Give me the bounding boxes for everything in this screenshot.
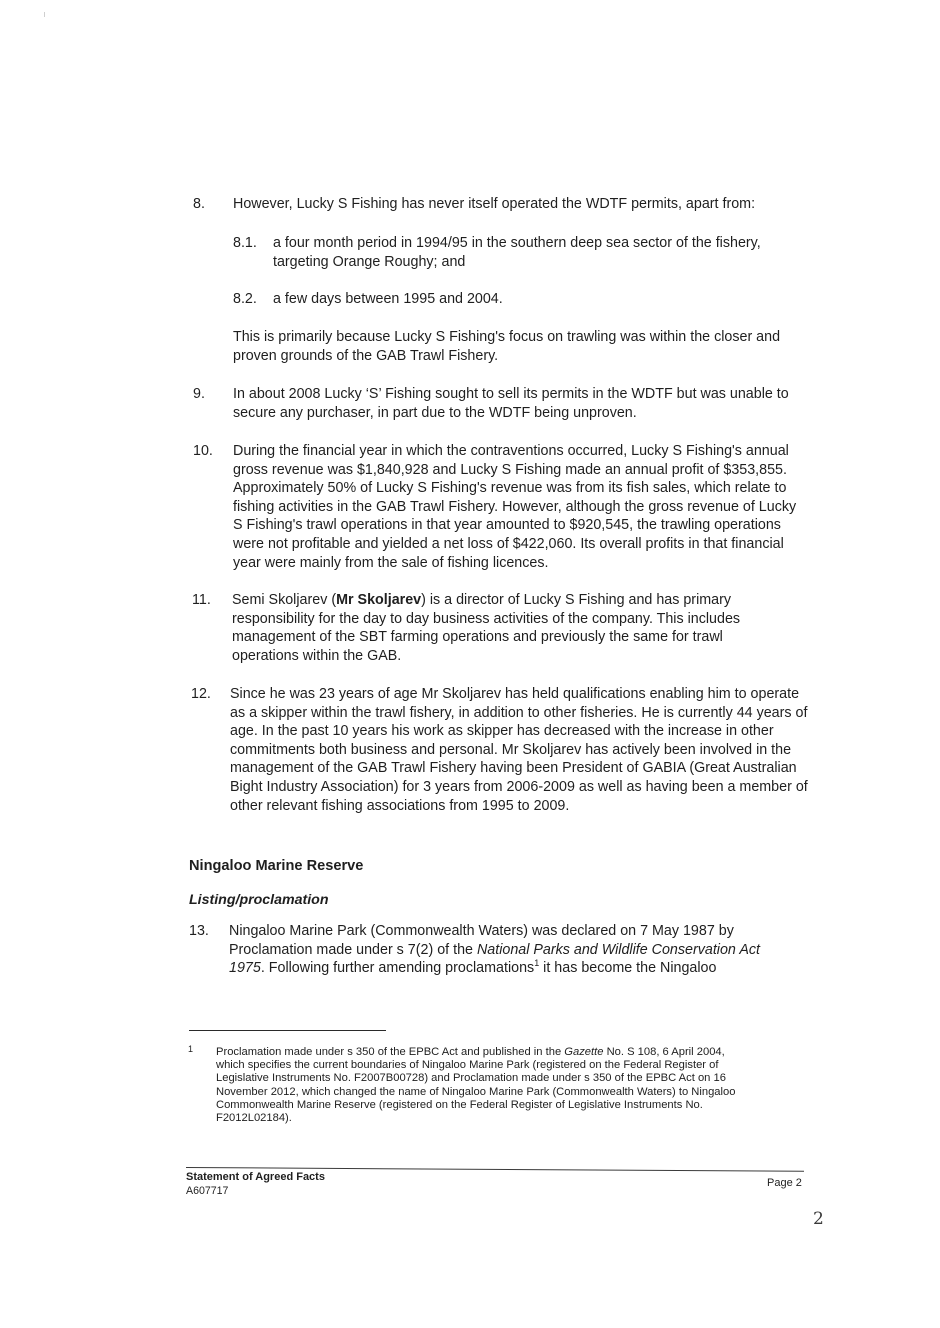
- paragraph-number: 8.1.: [233, 235, 257, 251]
- paragraph-8-1: [233, 234, 803, 271]
- defined-term: Mr Skoljarev: [336, 592, 422, 608]
- text-run: Semi Skoljarev (: [232, 592, 337, 608]
- paragraph-number: 10.: [193, 443, 213, 459]
- paragraph-number: 13.: [189, 923, 209, 939]
- gazette-title: Gazette: [564, 1046, 604, 1058]
- footer-document-title: Statement of Agreed Facts: [186, 1171, 325, 1183]
- footnote-reference: 1: [534, 958, 540, 969]
- paragraph-number: 12.: [191, 686, 211, 702]
- footer-page-number: Page 2: [767, 1177, 802, 1189]
- paragraph-number: 8.: [193, 196, 205, 212]
- paragraph-13: [189, 922, 789, 978]
- footnote: [188, 1046, 748, 1125]
- paragraph-text: Since he was 23 years of age Mr Skoljarev has held qualifications enabling him to operate as a skipper within the trawl fishery, in addition to other fisheries. He is currently 44 years of age. In the past 10 years his work as skipper has decreased with the increase in other commitments both business and personal. Mr Skoljarev has actively been involved in the management of the GAB Trawl Fishery having been President of GABIA (Great Australian Bight Industry Association) for 3 years from 2006-2009 as well as having been a member of other relevant fishing associations from 1995 to 2009.: [230, 686, 808, 814]
- paragraph-10: [193, 442, 808, 572]
- paragraph-text: In about 2008 Lucky ‘S’ Fishing sought to sell its permits in the WDTF but was unable to secure any purchaser, in part due to the WDTF being unproven.: [233, 386, 789, 421]
- act-title: National Parks and Wildlife Conservation Act 1975: [229, 941, 760, 977]
- text-run: No. S 108, 6 April 2004, which specifies the current boundaries of Ningaloo Marine Park (registered on the Federal Register of Legislative Instruments No. F2007B00728) and Proclamation made under s 350 of the EPBC Act on 16 November 2012, which changed the name of Ningaloo Marine Park (Commonwealth Waters) to Ningaloo Commonwealth Marine Reserve (registered on the Federal Register of Legislative Instruments No. F2012L02184).: [216, 1046, 736, 1125]
- scan-mark: [44, 12, 45, 17]
- paragraph-8-2: [233, 290, 803, 309]
- paragraph-text: This is primarily because Lucky S Fishing's focus on trawling was within the closer and proven grounds of the GAB Trawl Fishery.: [233, 329, 781, 364]
- paragraph-8-continuation: [233, 328, 808, 365]
- subsection-heading: Listing/proclamation: [189, 892, 329, 908]
- footer-document-code: A607717: [186, 1185, 229, 1197]
- paragraph-text: However, Lucky S Fishing has never itself operated the WDTF permits, apart from:: [233, 196, 756, 212]
- text-run: Proclamation made under s 350 of the EPBC Act and published in the: [216, 1046, 565, 1058]
- paragraph-8: [193, 195, 813, 214]
- paragraph-text: a four month period in 1994/95 in the southern deep sea sector of the fishery, targeting Orange Roughy; and: [273, 235, 761, 270]
- paragraph-number: 9.: [193, 386, 205, 402]
- text-run: ) is a director of Lucky S Fishing and has primary responsibility for the day to day business activities of the company. This includes management of the SBT farming operations and previously the same for trawl operations within the GAB.: [232, 592, 741, 664]
- paragraph-text: [229, 922, 789, 978]
- paragraph-number: 11.: [192, 592, 211, 608]
- text-run: Ningaloo Marine Park (Commonwealth Waters) was declared on 7 May 1987 by Proclamation made under s 7(2) of the: [229, 923, 734, 958]
- footnote-mark: 1: [188, 1044, 194, 1054]
- text-run: . Following further amending proclamations: [260, 960, 535, 977]
- handwritten-page-number: 2: [813, 1209, 824, 1229]
- paragraph-number: 8.2.: [233, 291, 257, 307]
- footnote-text: [216, 1046, 748, 1125]
- paragraph-text: During the financial year in which the contraventions occurred, Lucky S Fishing's annual gross revenue was $1,840,928 and Lucky S Fishing made an annual profit of $353,855. Approximately 50% of Lucky S Fishing's revenue was from its fish sales, which relate to fishing activities in the GAB Trawl Fishery. However, although the gross revenue of Lucky S Fishing's trawl operations in that year amounted to $920,545, the trawling operations were not profitable and yielded a net loss of $422,060. Its overall profits in that financial year were mainly from the sale of fishing licences.: [233, 443, 797, 571]
- paragraph-12: [191, 685, 808, 815]
- paragraph-text: a few days between 1995 and 2004.: [273, 291, 503, 307]
- paragraph-9: [193, 385, 803, 422]
- footnote-separator: [189, 1030, 386, 1031]
- paragraph-text: [232, 591, 770, 665]
- text-run: it has become the Ningaloo: [539, 960, 717, 977]
- section-heading: Ningaloo Marine Reserve: [189, 858, 364, 874]
- paragraph-11: [192, 591, 770, 665]
